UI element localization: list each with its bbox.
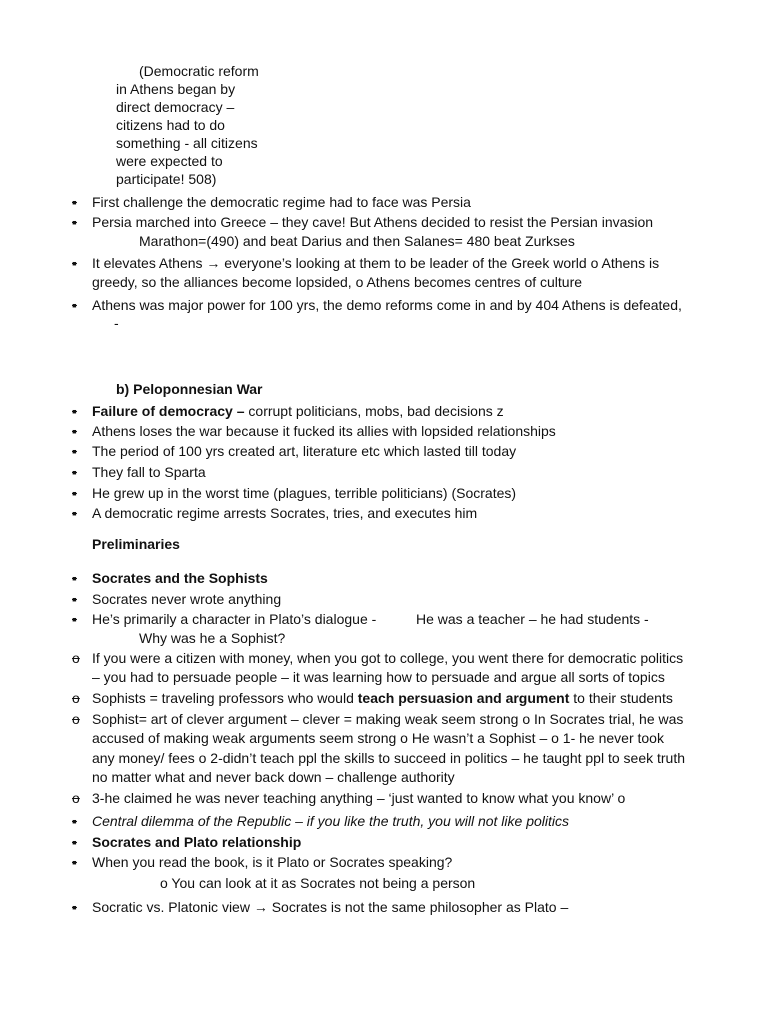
o-bullet-icon: o bbox=[72, 650, 80, 666]
emphasis-text: Failure of democracy – bbox=[92, 403, 245, 419]
list-item: The period of 100 yrs created art, literature etc which lasted till today bbox=[92, 443, 517, 459]
list-item: Athens loses the war because it fucked its allies with lopsided relationships bbox=[92, 423, 556, 439]
bullet-icon: ▪ bbox=[72, 813, 77, 829]
bullet-icon: ▪ bbox=[72, 505, 77, 521]
list-item: He grew up in the worst time (plagues, terrible politicians) (Socrates) bbox=[92, 485, 517, 501]
list-item-continuation: Why was he a Sophist? bbox=[139, 630, 286, 646]
subheading: Socrates and the Sophists bbox=[92, 570, 268, 586]
list-item: 3-he claimed he was never teaching anything – ‘just wanted to know what you know’ o bbox=[92, 790, 626, 806]
bullet-icon: ▪ bbox=[72, 854, 77, 870]
bullet-icon: ▪ bbox=[72, 611, 77, 627]
list-item: It elevates Athens → everyone’s looking at them to be leader of the Greek world o Athens is bbox=[92, 255, 660, 271]
list-item-continuation: no matter what and never back down – challenge authority bbox=[92, 769, 455, 785]
item-text: to their students bbox=[569, 690, 673, 706]
list-item-continuation: - bbox=[114, 315, 119, 331]
bullet-icon: ▪ bbox=[72, 297, 77, 313]
subheading: Socrates and Plato relationship bbox=[92, 834, 302, 850]
bullet-icon: ▪ bbox=[72, 443, 77, 459]
bullet-icon: ▪ bbox=[72, 423, 77, 439]
bullet-icon: ▪ bbox=[72, 570, 77, 586]
list-item: A democratic regime arrests Socrates, tries, and executes him bbox=[92, 505, 478, 521]
section-heading: b) Peloponnesian War bbox=[116, 381, 263, 397]
list-item: They fall to Sparta bbox=[92, 464, 206, 480]
list-item-continuation: – you had to persuade people – it was learning how to persuade and argue all sorts of topics bbox=[92, 669, 665, 685]
bullet-icon: ▪ bbox=[72, 194, 77, 210]
list-item bbox=[92, 402, 504, 420]
list-item-continuation: greedy, so the alliances become lopsided, o Athens becomes centres of culture bbox=[92, 274, 583, 290]
intro-line: something - all citizens bbox=[116, 135, 258, 151]
intro-line: participate! 508) bbox=[116, 171, 217, 187]
list-item: If you were a citizen with money, when you got to college, you went there for democratic politics bbox=[92, 650, 684, 666]
bullet-icon: ▪ bbox=[72, 255, 77, 271]
list-item: He was a teacher – he had students - bbox=[416, 611, 649, 627]
list-item-continuation: Marathon=(490) and beat Darius and then Salanes= 480 beat Zurkses bbox=[139, 233, 575, 249]
list-item-continuation: accused of making weak arguments seem strong o He wasn’t a Sophist – o 1- he never took bbox=[92, 730, 664, 746]
item-text: Sophists = traveling professors who would bbox=[92, 690, 358, 706]
section-heading: Preliminaries bbox=[92, 536, 180, 552]
list-item: Sophist= art of clever argument – clever = making weak seem strong o In Socrates trial, he was bbox=[92, 711, 684, 727]
sub-list-item: o You can look at it as Socrates not being a person bbox=[160, 875, 476, 891]
intro-line: in Athens began by bbox=[116, 81, 236, 97]
bullet-icon: ▪ bbox=[72, 899, 77, 915]
list-item bbox=[92, 689, 673, 707]
list-item: Athens was major power for 100 yrs, the demo reforms come in and by 404 Athens is defeated, bbox=[92, 297, 682, 313]
bullet-icon: ▪ bbox=[72, 485, 77, 501]
list-item: Socrates never wrote anything bbox=[92, 591, 282, 607]
list-item: Persia marched into Greece – they cave! But Athens decided to resist the Persian invasion bbox=[92, 214, 654, 230]
list-item: Central dilemma of the Republic – if you like the truth, you will not like politics bbox=[92, 813, 569, 829]
intro-line: citizens had to do bbox=[116, 117, 225, 133]
intro-line: direct democracy – bbox=[116, 99, 235, 115]
intro-line: were expected to bbox=[116, 153, 223, 169]
o-bullet-icon: o bbox=[72, 711, 80, 727]
list-item: Socratic vs. Platonic view → Socrates is not the same philosopher as Plato – bbox=[92, 899, 569, 915]
list-item: He’s primarily a character in Plato’s dialogue - bbox=[92, 611, 377, 627]
item-text: corrupt politicians, mobs, bad decisions z bbox=[244, 403, 504, 419]
list-item: When you read the book, is it Plato or Socrates speaking? bbox=[92, 854, 453, 870]
intro-line: (Democratic reform bbox=[139, 63, 259, 79]
bullet-icon: ▪ bbox=[72, 403, 77, 419]
bullet-icon: ▪ bbox=[72, 214, 77, 230]
list-item-continuation: any money/ fees o 2-didn’t teach ppl the skills to succeed in politics – he taught ppl to seek truth bbox=[92, 750, 686, 766]
bullet-icon: ▪ bbox=[72, 834, 77, 850]
emphasis-text: teach persuasion and argument bbox=[357, 690, 570, 706]
o-bullet-icon: o bbox=[72, 790, 80, 806]
list-item: First challenge the democratic regime had to face was Persia bbox=[92, 194, 471, 210]
bullet-icon: ▪ bbox=[72, 591, 77, 607]
bullet-icon: ▪ bbox=[72, 464, 77, 480]
o-bullet-icon: o bbox=[72, 690, 80, 706]
